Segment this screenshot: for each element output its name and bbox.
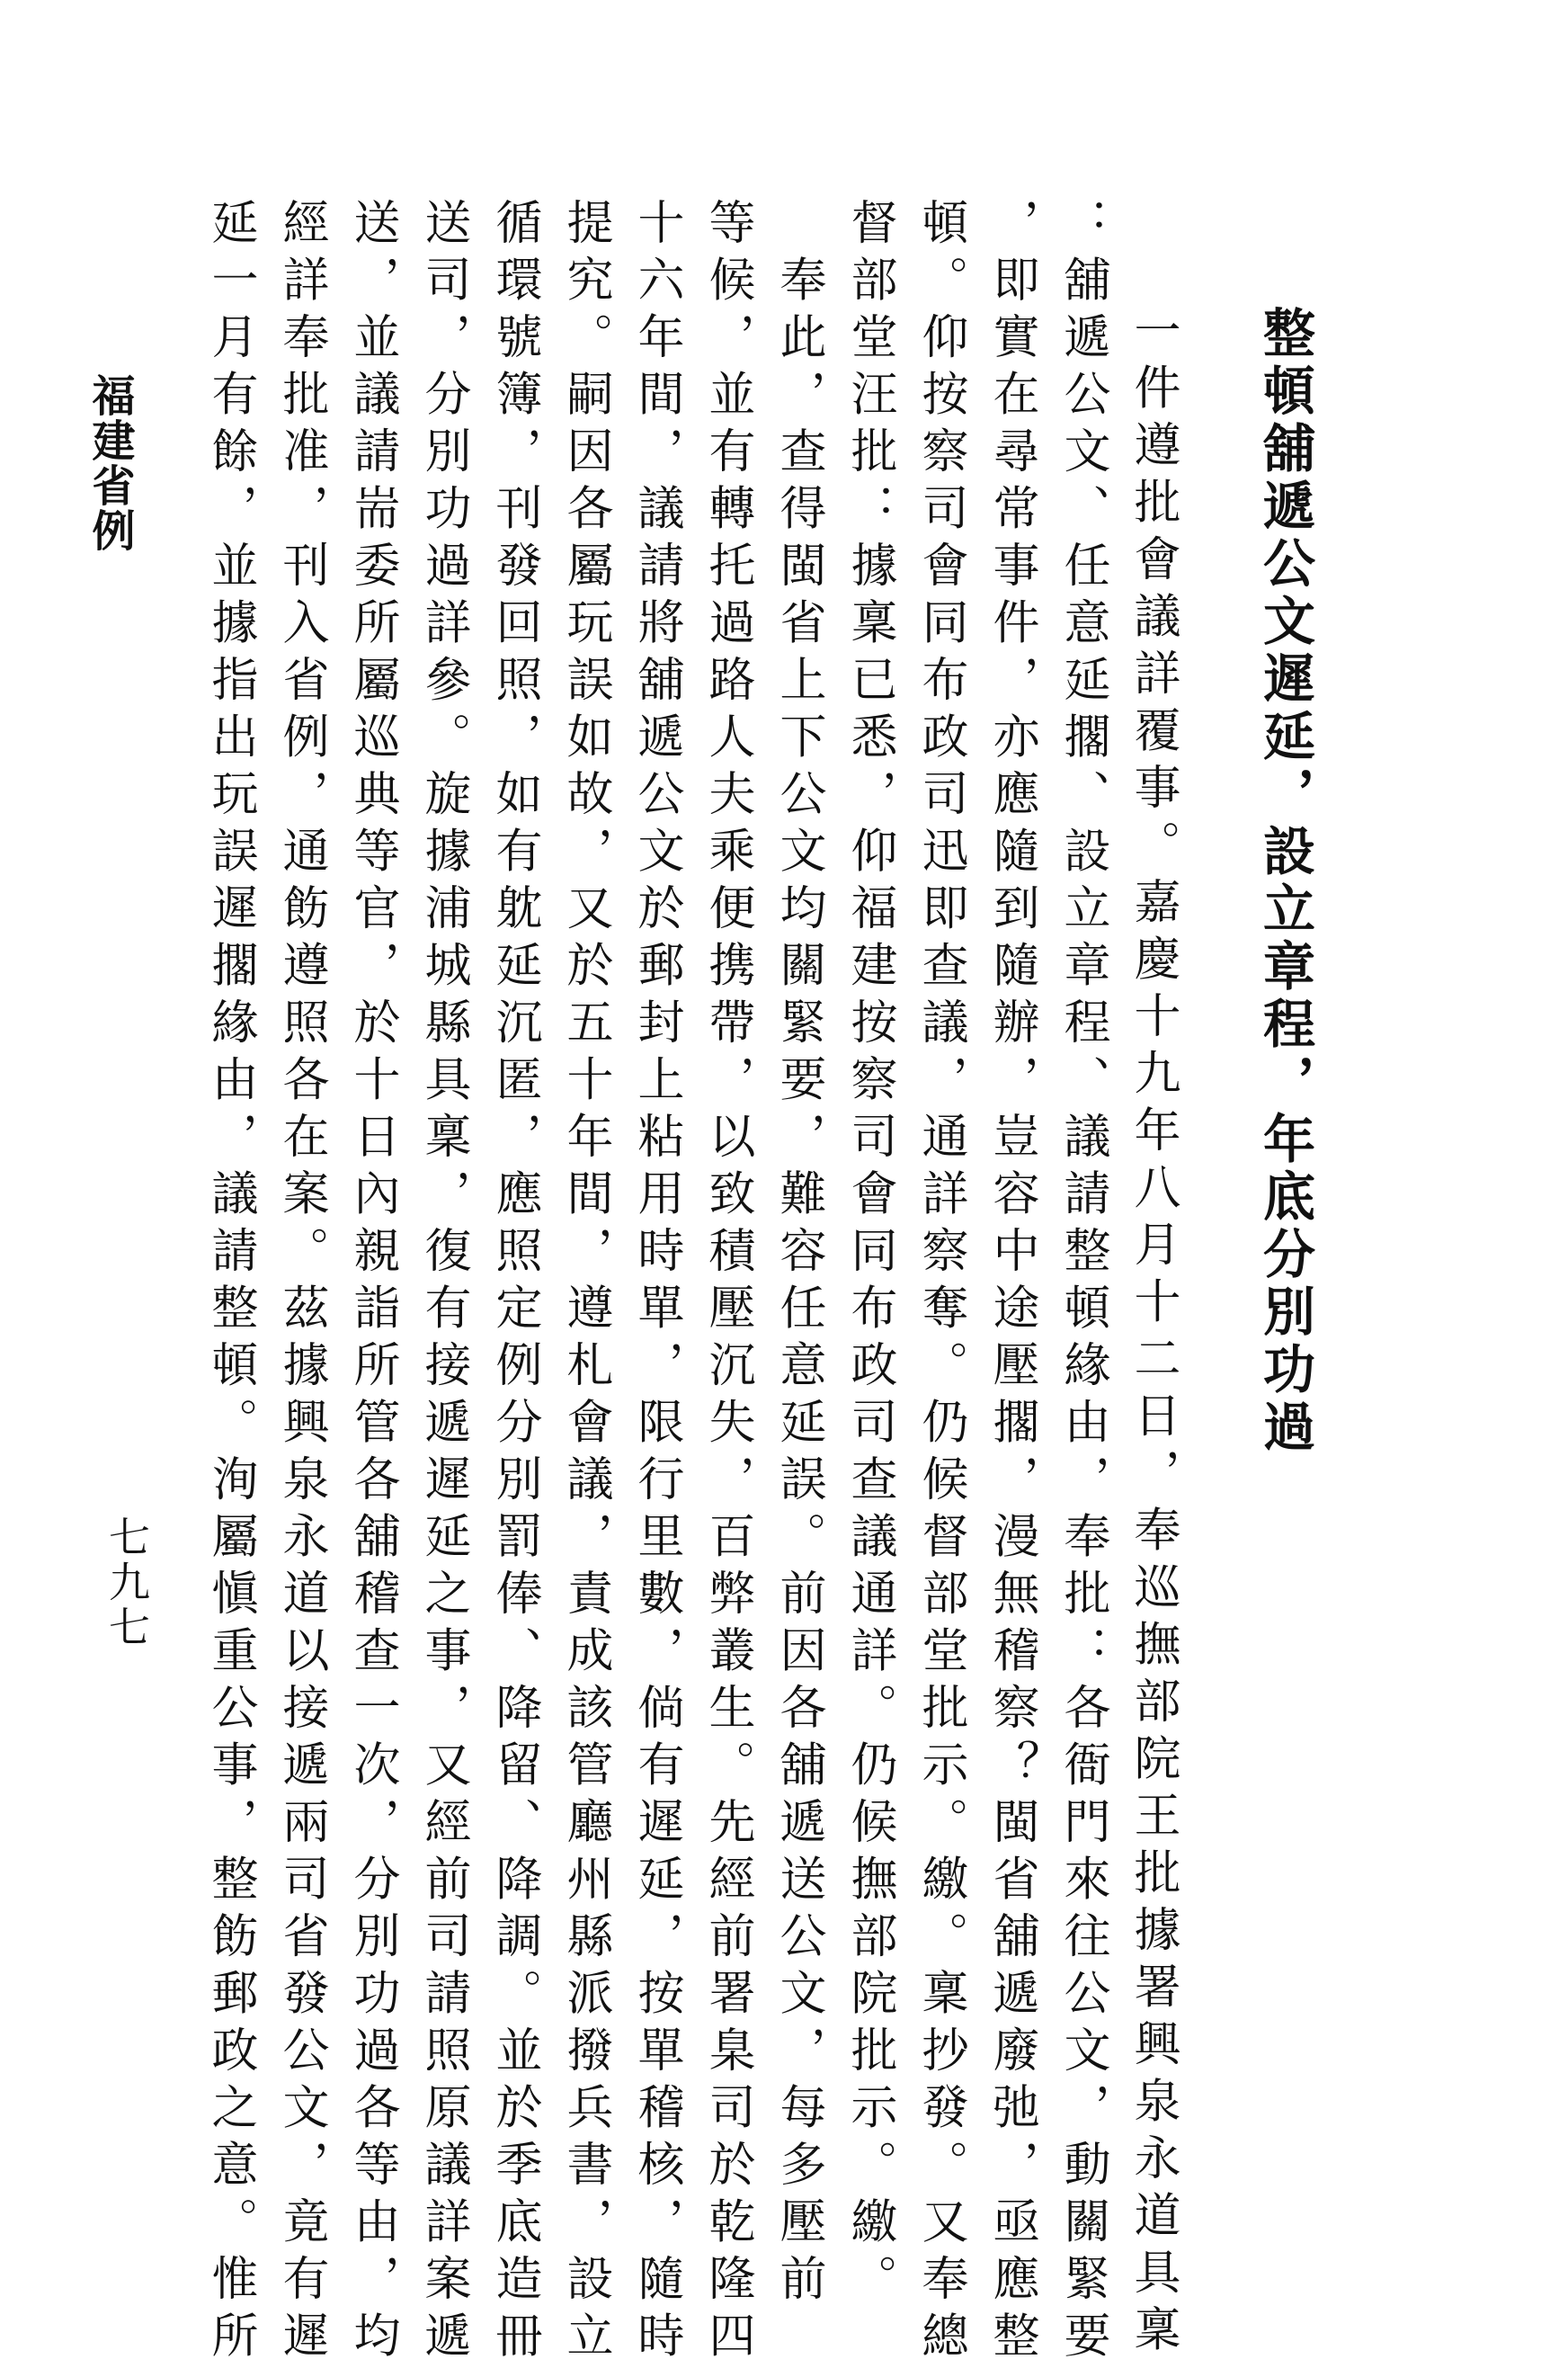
body-column-13: 經詳奉批准，刊入省例，通飭遵照各在案。茲據興泉永道以接遞兩司省發公文，竟有遲 — [274, 198, 328, 2368]
page-title: 整頓舖遞公文遲延，設立章程，年底分別功過 — [1254, 306, 1315, 1457]
body-column-8: 十六年間，議請將舖遞公文於郵封上粘用時單，限行里數，倘有遲延，按單稽核，隨時 — [629, 198, 683, 2368]
running-head: 福建省例 — [85, 373, 135, 553]
body-column-11: 送司，分別功過詳參。旋據浦城縣具稟，復有接遞遲延之事，又經前司請照原議詳案遞 — [416, 198, 470, 2368]
body-column-4: 頓。仰按察司會同布政司迅即查議，通詳察奪。仍候督部堂批示。繳。稟抄發。又奉總 — [913, 198, 967, 2368]
body-column-12: 送，並議請耑委所屬巡典等官，於十日內親詣所管各舖稽查一次，分別功過各等由，均 — [345, 198, 399, 2368]
body-column-2: ：舖遞公文、任意延擱、設立章程、議請整頓緣由，奉批：各衙門來往公文，動關緊要 — [1056, 198, 1109, 2368]
body-column-7: 等候，並有轉托過路人夫乘便携帶，以致積壓沉失，百弊叢生。先經前署臬司於乾隆四 — [700, 198, 754, 2368]
body-column-1: 一件遵批會議詳覆事。嘉慶十九年八月十二日，奉巡撫部院王批據署興泉永道具稟 — [1126, 306, 1180, 2362]
body-column-10: 循環號簿，刊發回照，如有躭延沉匿，應照定例分別罰俸、降留、降調。並於季底造冊 — [487, 198, 541, 2368]
body-column-14: 延一月有餘，並據指出玩誤遲擱緣由，議請整頓。洵屬愼重公事，整飭郵政之意。惟所 — [203, 198, 257, 2368]
body-column-3: ，即實在尋常事件，亦應隨到隨辦，豈容中途壓擱，漫無稽察？閩省舖遞廢弛，亟應整 — [984, 198, 1038, 2368]
body-column-9: 提究。嗣因各屬玩誤如故，又於五十年間，遵札會議，責成該管廳州縣派撥兵書，設立 — [558, 198, 612, 2368]
page-number: 七九七 — [102, 1515, 151, 1650]
body-column-5: 督部堂汪批：據稟已悉，仰福建按察司會同布政司查議通詳。仍候撫部院批示。繳。 — [842, 198, 896, 2311]
body-column-6: 奉此，查得閩省上下公文均關緊要，難容任意延誤。前因各舖遞送公文，每多壓前 — [771, 198, 825, 2311]
